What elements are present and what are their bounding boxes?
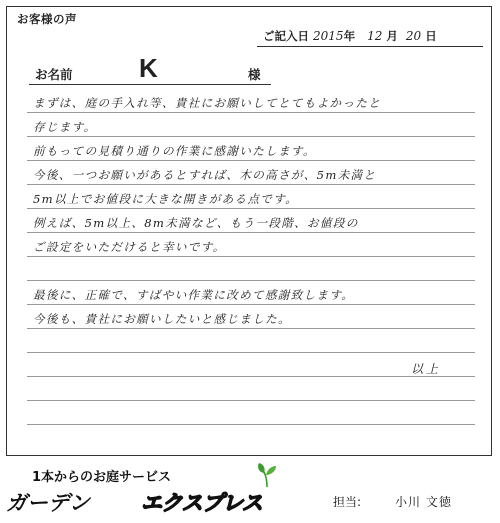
handwritten-line: 存じます。 bbox=[33, 120, 97, 134]
date-month-unit: 月 bbox=[386, 29, 398, 43]
staff-label: 担当: bbox=[333, 495, 362, 509]
handwritten-line: 例えば、5m以上、8m未満など、もう一段階、お値段の bbox=[33, 216, 359, 230]
customer-name: K bbox=[139, 53, 158, 83]
ruled-line bbox=[27, 256, 475, 257]
date-prefix: ご記入日 bbox=[263, 29, 309, 43]
ruled-line bbox=[27, 112, 475, 113]
service-tagline: 1本からのお庭サービス bbox=[32, 470, 172, 485]
ruled-line bbox=[27, 280, 475, 281]
handwritten-line: 今後も、貴社にお願いしたいと感じました。 bbox=[33, 312, 291, 326]
date-month: 12 bbox=[367, 29, 383, 43]
ruled-line bbox=[27, 328, 475, 329]
ruled-line bbox=[27, 304, 475, 305]
name-honorific: 様 bbox=[248, 67, 261, 82]
name-label: お名前 bbox=[35, 67, 73, 82]
brand-name-main: ガーデン bbox=[6, 491, 90, 515]
ruled-line bbox=[27, 208, 475, 209]
ruled-line bbox=[27, 136, 475, 137]
ruled-line bbox=[27, 424, 475, 425]
ruled-line bbox=[27, 376, 475, 377]
date-underline bbox=[257, 46, 483, 47]
ruled-line bbox=[27, 232, 475, 233]
leaf-icon bbox=[256, 462, 278, 488]
date-year: 2015 bbox=[313, 29, 344, 43]
brand-name-sub: エクスプレス bbox=[141, 491, 263, 515]
handwritten-line: 5m以上でお値段に大きな開きがある点です。 bbox=[33, 192, 299, 206]
name-underline bbox=[29, 84, 271, 85]
date-day-unit: 日 bbox=[425, 29, 437, 43]
ruled-line bbox=[27, 352, 475, 353]
date-year-unit: 年 bbox=[343, 29, 356, 43]
ruled-line bbox=[27, 184, 475, 185]
closing-remark: 以上 bbox=[411, 362, 442, 376]
handwritten-line: まずは、庭の手入れ等、貴社にお願いしてとてもよかったと bbox=[33, 96, 382, 110]
handwritten-line: 今後、一つお願いがあるとすれば、木の高さが、5m未満と bbox=[33, 168, 377, 182]
ruled-line bbox=[27, 400, 475, 401]
card-heading: お客様の声 bbox=[17, 12, 77, 26]
date-day: 20 bbox=[405, 29, 422, 43]
entry-date bbox=[263, 28, 437, 44]
customer-voice-card bbox=[6, 6, 492, 456]
handwritten-line: ご設定をいただけると幸いです。 bbox=[33, 240, 226, 254]
handwritten-line: 最後に、正確で、すばやい作業に改めて感謝致します。 bbox=[33, 288, 355, 302]
ruled-line bbox=[27, 160, 475, 161]
staff-name: 小川 文徳 bbox=[395, 495, 452, 509]
handwritten-line: 前もっての見積り通りの作業に感謝いたします。 bbox=[33, 144, 316, 158]
